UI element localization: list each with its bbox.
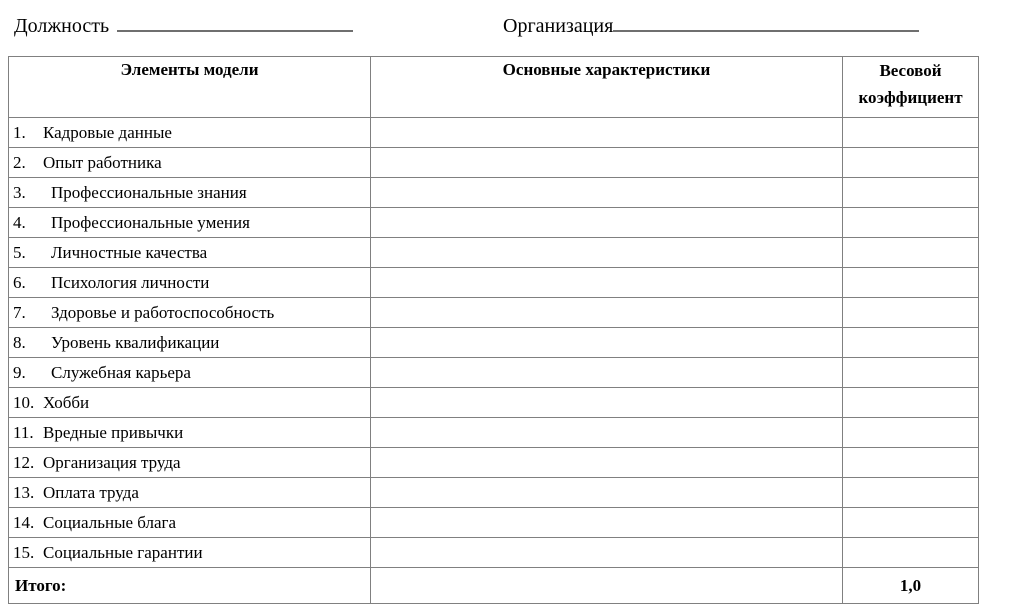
row-weight-cell[interactable] [843,238,979,268]
form-fields-row [0,6,1015,38]
row-element-cell [9,148,371,178]
field-organization-input[interactable] [613,10,919,32]
table-row [9,208,979,238]
row-element-cell [9,268,371,298]
row-characteristics-cell[interactable] [371,268,843,298]
row-characteristics-cell[interactable] [371,538,843,568]
row-weight-cell[interactable] [843,178,979,208]
row-number: 9. [13,363,26,382]
row-weight-cell[interactable] [843,538,979,568]
row-element-cell [9,388,371,418]
row-characteristics-cell[interactable] [371,178,843,208]
field-position [14,10,353,38]
column-header-weight-line2: коэффициент [858,88,963,107]
column-header-weight [843,57,979,118]
table-row [9,538,979,568]
row-characteristics-cell[interactable] [371,148,843,178]
row-label: Социальные блага [43,513,177,532]
row-label: Вредные привычки [43,423,184,442]
row-element-cell [9,508,371,538]
row-label: Личностные качества [51,243,208,262]
row-characteristics-cell[interactable] [371,298,843,328]
column-header-characteristics: Основные характеристики [371,57,843,118]
row-element-cell [9,238,371,268]
row-element-cell [9,298,371,328]
table-row [9,388,979,418]
row-number: 2. [13,153,26,172]
field-position-input[interactable] [117,10,353,32]
table-row [9,508,979,538]
row-weight-cell[interactable] [843,508,979,538]
row-label: Психология личности [51,273,210,292]
table-row [9,238,979,268]
model-table [8,56,979,604]
row-label: Профессиональные знания [51,183,247,202]
row-number: 12. [13,453,35,472]
row-label: Организация труда [43,453,181,472]
row-label: Опыт работника [43,153,162,172]
table-body [9,118,979,604]
row-element-cell [9,418,371,448]
row-label: Здоровье и работоспособность [51,303,275,322]
table-header-row [9,57,979,118]
row-weight-cell[interactable] [843,148,979,178]
table-row [9,298,979,328]
field-position-label: Должность [14,15,110,37]
row-label: Оплата труда [43,483,139,502]
row-characteristics-cell[interactable] [371,358,843,388]
row-characteristics-cell[interactable] [371,328,843,358]
row-label: Хобби [43,393,90,412]
row-label: Социальные гарантии [43,543,203,562]
row-characteristics-cell[interactable] [371,118,843,148]
row-number: 3. [13,183,26,202]
row-element-cell [9,118,371,148]
row-number: 7. [13,303,26,322]
table-total-row [9,568,979,604]
row-weight-cell[interactable] [843,328,979,358]
column-header-weight-line1: Весовой [879,61,942,80]
row-number: 13. [13,483,35,502]
row-weight-cell[interactable] [843,298,979,328]
row-label: Профессиональные умения [51,213,250,232]
row-characteristics-cell[interactable] [371,508,843,538]
total-characteristics-cell[interactable] [371,568,843,604]
row-weight-cell[interactable] [843,418,979,448]
row-number: 5. [13,243,26,262]
table-row [9,148,979,178]
row-characteristics-cell[interactable] [371,238,843,268]
row-element-cell [9,178,371,208]
row-weight-cell[interactable] [843,268,979,298]
row-number: 10. [13,393,35,412]
row-characteristics-cell[interactable] [371,388,843,418]
table-row [9,118,979,148]
table-row [9,358,979,388]
table-row [9,328,979,358]
total-weight-value: 1,0 [843,568,979,604]
row-weight-cell[interactable] [843,388,979,418]
row-characteristics-cell[interactable] [371,448,843,478]
model-table-container [8,56,978,604]
table-row [9,418,979,448]
row-element-cell [9,478,371,508]
row-element-cell [9,538,371,568]
row-number: 6. [13,273,26,292]
field-organization [503,10,919,38]
row-element-cell [9,208,371,238]
row-characteristics-cell[interactable] [371,478,843,508]
row-number: 14. [13,513,35,532]
row-characteristics-cell[interactable] [371,208,843,238]
table-header [9,57,979,118]
table-row [9,268,979,298]
row-number: 1. [13,123,26,142]
row-element-cell [9,358,371,388]
row-number: 15. [13,543,35,562]
row-label: Служебная карьера [51,363,191,382]
table-row [9,448,979,478]
field-organization-label: Организация [503,15,614,37]
row-number: 4. [13,213,26,232]
total-label-cell: Итого: [9,568,371,604]
row-element-cell [9,448,371,478]
row-weight-cell[interactable] [843,208,979,238]
row-element-cell [9,328,371,358]
row-weight-cell[interactable] [843,448,979,478]
row-characteristics-cell[interactable] [371,418,843,448]
table-row [9,478,979,508]
column-header-elements: Элементы модели [9,57,371,118]
row-number: 8. [13,333,26,352]
row-weight-cell[interactable] [843,118,979,148]
table-row [9,178,979,208]
row-label: Уровень квалификации [51,333,220,352]
row-weight-cell[interactable] [843,358,979,388]
row-label: Кадровые данные [43,123,172,142]
row-weight-cell[interactable] [843,478,979,508]
row-number: 11. [13,423,34,442]
